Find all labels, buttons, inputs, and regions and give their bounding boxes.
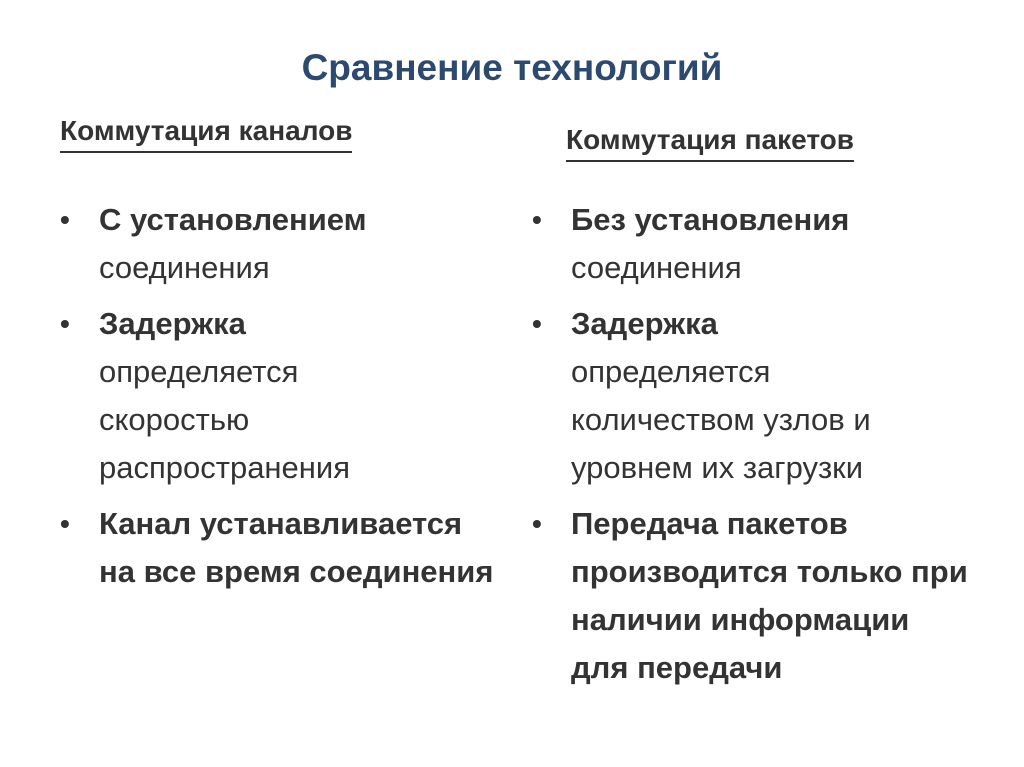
list-item (527, 300, 997, 492)
list-item (55, 196, 505, 292)
item-regular-text: соединения (571, 250, 742, 285)
item-bold-text: Передача пакетов производится только при наличии информации для передачи (571, 506, 968, 685)
heading-packet-switching: Коммутация пакетов (566, 122, 854, 162)
heading-circuit-switching: Коммутация каналов (60, 113, 352, 153)
bullet-icon: • (60, 508, 70, 539)
bullet-icon: • (532, 308, 542, 339)
item-bold-text: Без установления (571, 202, 850, 237)
list-item (527, 196, 997, 292)
item-text (99, 196, 505, 292)
item-regular-text: определяется количеством узлов и уровнем их загрузки (571, 354, 871, 485)
slide-title: Сравнение технологий (301, 47, 723, 88)
item-bold-text: С установлением (99, 202, 367, 237)
list-item (55, 500, 505, 596)
bullet-icon: • (532, 204, 542, 235)
item-bold-text: Канал устанавливается на все время соединения (99, 506, 494, 589)
item-bold-text: Задержка (571, 306, 718, 341)
item-regular-text: соединения (99, 250, 270, 285)
item-regular-text: определяется скоростью распространения (99, 354, 351, 485)
item-text (99, 500, 505, 596)
item-text (571, 300, 997, 492)
circuit-switching-list (55, 196, 505, 604)
bullet-icon: • (532, 508, 542, 539)
item-bold-text: Задержка (99, 306, 246, 341)
packet-switching-list (527, 196, 997, 700)
item-text (571, 500, 997, 692)
item-text (99, 300, 505, 492)
bullet-icon: • (60, 204, 70, 235)
item-text (571, 196, 997, 292)
bullet-icon: • (60, 308, 70, 339)
list-item (527, 500, 997, 692)
list-item (55, 300, 505, 492)
